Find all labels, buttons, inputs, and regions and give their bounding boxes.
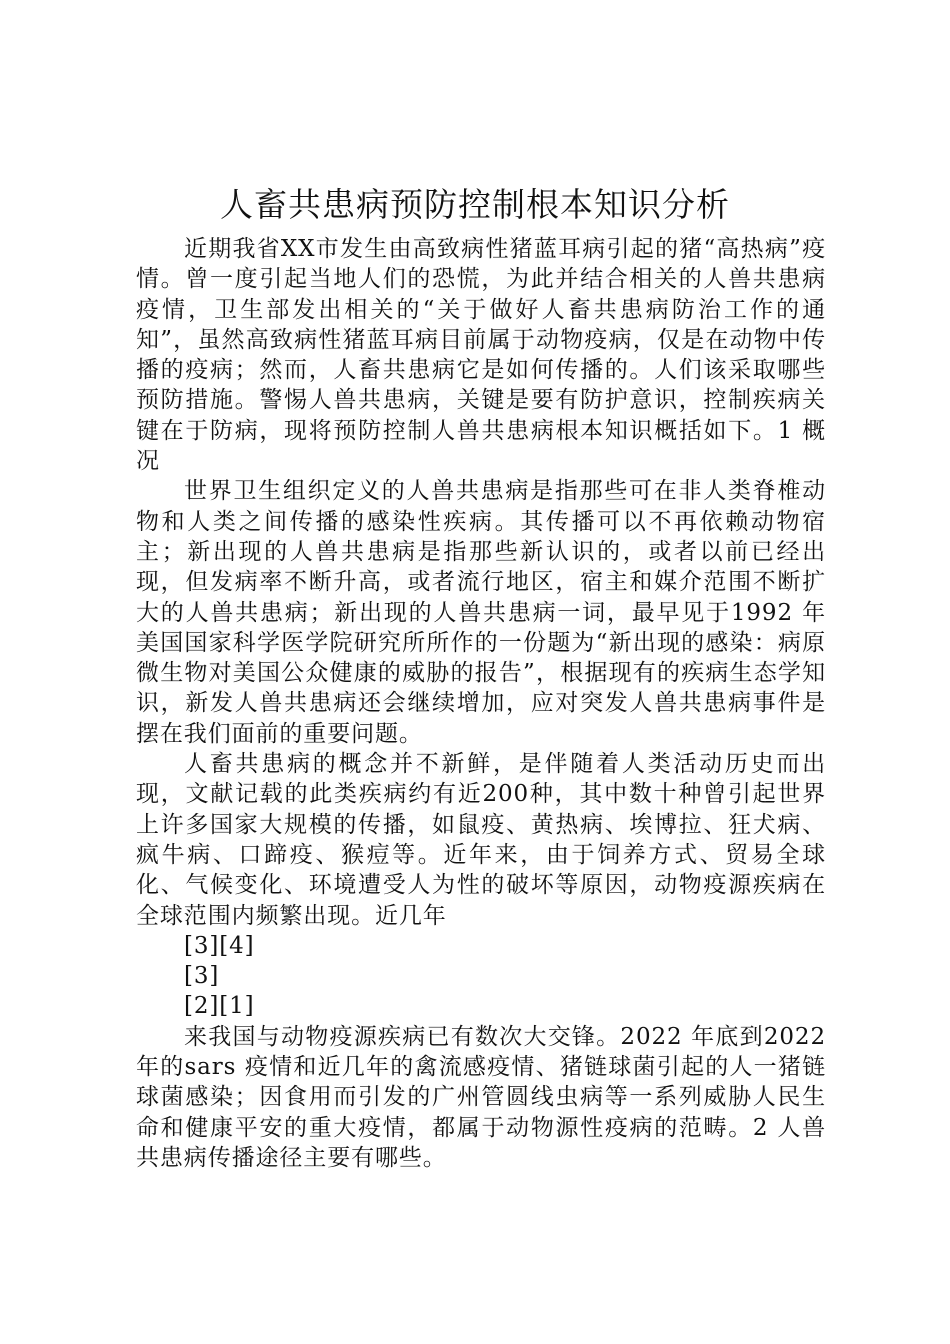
citation-line: [3] xyxy=(184,963,220,990)
paragraph-history: 人畜共患病的概念并不新鲜，是伴随着人类活动历史而出现，文献记载的此类疾病约有近200种，其中数十种曾引起世界上许多国家大规模的传播，如鼠疫、黄热病、埃博拉、狂犬病、疯牛病、口蹄疫、猴痘等。近年来，由于饲养方式、贸易全球化、气候变化、环境遭受人为性的破坏等原因，动物疫源疾病在全球范围内频繁出现。近几年 xyxy=(136,751,826,929)
document-body xyxy=(136,234,826,1173)
citation-line: [3][4] xyxy=(184,932,255,959)
citation-line: [2][1] xyxy=(184,993,255,1020)
paragraph-definition: 世界卫生组织定义的人兽共患病是指那些可在非人类脊椎动物和人类之间传播的感染性疾病。其传播可以不再依赖动物宿主；新出现的人兽共患病是指那些新认识的，或者以前已经出现，但发病率不断升高，或者流行地区，宿主和媒介范围不断扩大的人兽共患病；新出现的人兽共患病一词，最早见于1992 年美国国家科学医学院研究所所作的一份题为“新出现的感染：病原微生物对美国公众健康的威胁的报告”，根据现有的疾病生态学知识，新发人兽共患病还会继续增加，应对突发人兽共患病事件是摆在我们面前的重要问题。 xyxy=(136,478,826,747)
paragraph-recent-epidemics: 来我国与动物疫源疾病已有数次大交锋。2022 年底到2022 年的sars 疫情和近几年的禽流感疫情、猪链球菌引起的人一猪链球菌感染；因食用而引发的广州管圆线虫病等一系列威胁人民生命和健康平安的重大疫情，都属于动物源性疫病的范畴。2 人兽共患病传播途径主要有哪些。 xyxy=(136,1023,826,1171)
paragraph-intro: 近期我省XX市发生由高致病性猪蓝耳病引起的猪“高热病”疫情。曾一度引起当地人们的恐慌，为此并结合相关的人兽共患病疫情，卫生部发出相关的“关于做好人畜共患病防治工作的通知”，虽然高致病性猪蓝耳病目前属于动物疫病，仅是在动物中传播的疫病；然而，人畜共患病它是如何传播的。人们该采取哪些预防措施。警惕人兽共患病，关键是要有防护意识，控制疾病关键在于防病，现将预防控制人兽共患病根本知识概括如下。1 概况 xyxy=(136,236,826,475)
document-title: 人畜共患病预防控制根本知识分析 xyxy=(220,185,730,224)
